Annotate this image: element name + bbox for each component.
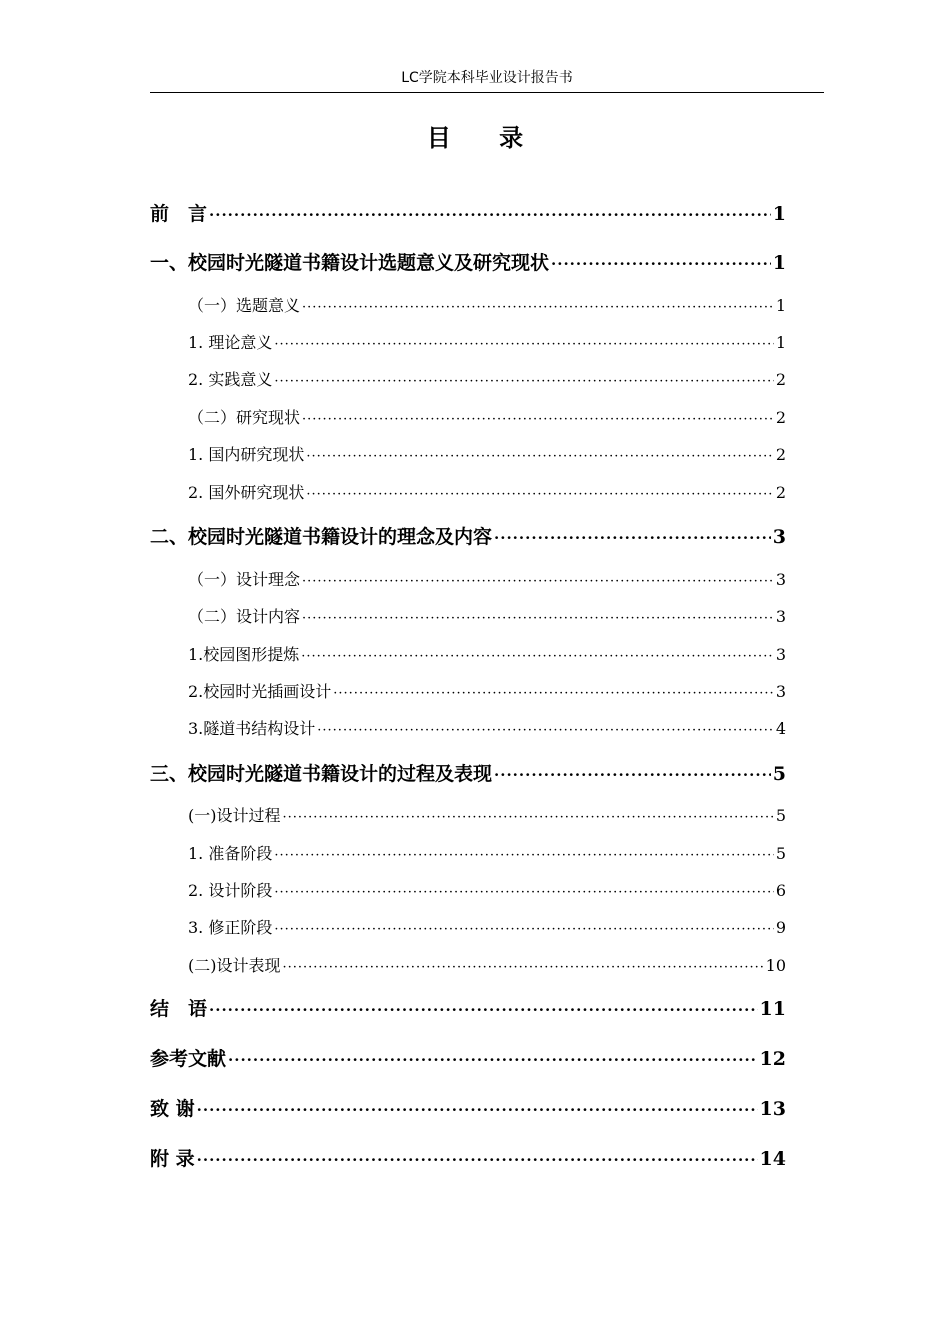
toc-entry-acknowledgements[interactable] <box>150 1094 786 1124</box>
toc-entry-references[interactable] <box>150 1044 786 1074</box>
toc-entry-page: 3 <box>775 645 786 664</box>
toc-entry-page: 14 <box>759 1148 786 1170</box>
toc-entry-page: 2 <box>775 408 786 427</box>
toc-entry-page: 1 <box>772 203 786 225</box>
dot-leader <box>274 369 773 395</box>
toc-entry-label: 3.隧道书结构设计 <box>188 719 316 738</box>
toc-entry-page: 4 <box>775 719 786 738</box>
toc-entry-subsection[interactable] <box>188 716 786 742</box>
toc-entry-page: 9 <box>775 918 786 937</box>
toc-entry-label: 1. 理论意义 <box>188 333 273 352</box>
toc-entry-page: 13 <box>759 1098 786 1120</box>
toc-entry-section[interactable] <box>188 405 786 431</box>
toc-entry-page: 12 <box>759 1048 786 1070</box>
toc-entry-label: 参考文献 <box>150 1048 227 1070</box>
toc-entry-subsection[interactable] <box>188 642 786 668</box>
toc-entry-label: （二）研究现状 <box>188 408 301 427</box>
toc-title: 目 录 <box>426 123 544 152</box>
toc-entry-page: 1 <box>775 296 786 315</box>
toc-entry-label: 3. 修正阶段 <box>188 918 273 937</box>
dot-leader <box>274 917 773 943</box>
toc-entry-subsection[interactable] <box>188 915 786 941</box>
dot-leader <box>274 332 773 358</box>
toc-entry-subsection[interactable] <box>188 442 786 468</box>
toc-entry-section[interactable] <box>188 567 786 593</box>
toc-entry-label: 1.校园图形提炼 <box>188 645 300 664</box>
toc-entry-page: 2 <box>775 483 786 502</box>
dot-leader <box>551 249 771 279</box>
dot-leader <box>283 955 764 981</box>
toc-entry-label: 附 录 <box>150 1148 195 1170</box>
toc-entry-label: 2. 国外研究现状 <box>188 483 305 502</box>
toc-entry-page: 11 <box>759 998 786 1020</box>
toc-entry-page: 3 <box>772 526 786 548</box>
toc-entry-label: 致 谢 <box>150 1098 195 1120</box>
toc-entry-chapter-2[interactable] <box>150 522 786 552</box>
toc-entry-label: (二)设计表现 <box>188 956 281 975</box>
toc-entry-subsection[interactable] <box>188 480 786 506</box>
toc-entry-page: 2 <box>775 370 786 389</box>
toc-entry-label: 结 语 <box>150 998 208 1020</box>
toc-entry-label: 二、校园时光隧道书籍设计的理念及内容 <box>150 526 493 548</box>
toc-entry-subsection[interactable] <box>188 841 786 867</box>
dot-leader <box>283 805 774 831</box>
toc-entry-conclusion[interactable] <box>150 994 786 1024</box>
dot-leader <box>197 1145 758 1175</box>
dot-leader <box>306 482 773 508</box>
dot-leader <box>274 880 773 906</box>
dot-leader <box>302 569 774 595</box>
dot-leader <box>317 718 774 744</box>
toc-entry-label: 1. 国内研究现状 <box>188 445 305 464</box>
toc-entry-label: 一、校园时光隧道书籍设计选题意义及研究现状 <box>150 252 550 274</box>
toc-entry-page: 5 <box>775 806 786 825</box>
running-header <box>150 68 824 93</box>
running-header-title: LC学院本科毕业设计报告书 <box>401 70 573 86</box>
toc-entry-page: 1 <box>775 333 786 352</box>
toc-entry-label: （二）设计内容 <box>188 607 301 626</box>
toc-entry-section[interactable] <box>188 953 786 979</box>
dot-leader <box>494 760 771 790</box>
dot-leader <box>209 995 758 1025</box>
toc-entry-page: 3 <box>775 570 786 589</box>
toc-entry-label: 2. 实践意义 <box>188 370 273 389</box>
toc-entry-label: （一）选题意义 <box>188 296 301 315</box>
toc-entry-label: 2. 设计阶段 <box>188 881 273 900</box>
toc-entry-label: (一)设计过程 <box>188 806 281 825</box>
toc-entry-page: 6 <box>775 881 786 900</box>
toc-entry-appendix[interactable] <box>150 1144 786 1174</box>
toc-entry-label: （一）设计理念 <box>188 570 301 589</box>
dot-leader <box>494 523 771 553</box>
toc-entry-subsection[interactable] <box>188 330 786 356</box>
toc-entry-page: 1 <box>772 252 786 274</box>
toc-entry-chapter-1[interactable] <box>150 248 786 278</box>
toc-entry-subsection[interactable] <box>188 878 786 904</box>
dot-leader <box>209 200 771 230</box>
dot-leader <box>197 1095 758 1125</box>
dot-leader <box>333 681 774 707</box>
toc-entry-section[interactable] <box>188 293 786 319</box>
toc-entry-section[interactable] <box>188 803 786 829</box>
toc-entry-preface[interactable] <box>150 199 786 229</box>
dot-leader <box>301 644 774 670</box>
toc-entry-label: 1. 准备阶段 <box>188 844 273 863</box>
toc-entry-page: 5 <box>772 763 786 785</box>
dot-leader <box>302 606 774 632</box>
toc-entry-page: 2 <box>775 445 786 464</box>
toc-entry-section[interactable] <box>188 604 786 630</box>
toc-entry-label: 三、校园时光隧道书籍设计的过程及表现 <box>150 763 493 785</box>
toc-entry-page: 3 <box>775 607 786 626</box>
dot-leader <box>274 843 773 869</box>
dot-leader <box>228 1045 758 1075</box>
toc-entry-chapter-3[interactable] <box>150 759 786 789</box>
dot-leader <box>302 407 774 433</box>
toc-entry-page: 5 <box>775 844 786 863</box>
toc-entry-label: 2.校园时光插画设计 <box>188 682 332 701</box>
toc-entry-page: 10 <box>765 956 786 975</box>
toc-entry-subsection[interactable] <box>188 367 786 393</box>
toc-entry-subsection[interactable] <box>188 679 786 705</box>
toc-entry-page: 3 <box>775 682 786 701</box>
dot-leader <box>302 295 774 321</box>
toc-entry-label: 前 言 <box>150 203 208 225</box>
dot-leader <box>306 444 773 470</box>
